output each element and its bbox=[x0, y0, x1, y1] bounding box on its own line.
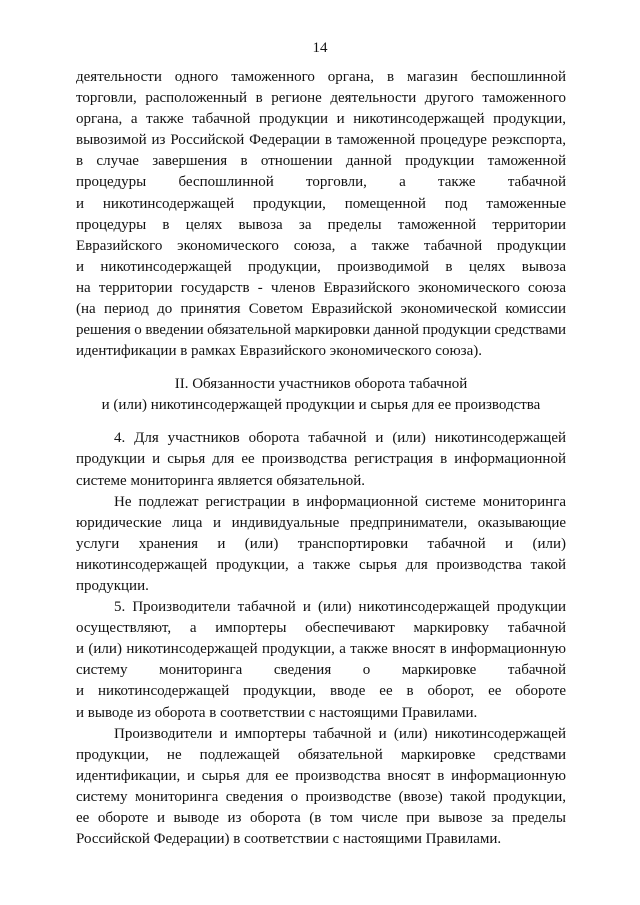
text-line: и никотинсодержащей продукции, вводе ее в оборот, ее обороте bbox=[76, 683, 566, 700]
text-line: решения о введении обязательной маркировки данной продукции средствами bbox=[76, 322, 566, 339]
text-line: 5. Производители табачной и (или) никотинсодержащей продукции bbox=[114, 599, 566, 616]
text-line: Не подлежат регистрации в информационной системе мониторинга bbox=[114, 493, 566, 510]
paragraph-item-4-exception bbox=[76, 492, 566, 597]
text-line: услуги хранения и (или) транспортировки табачной и (или) bbox=[76, 535, 566, 552]
text-line: процедуры в целях вывоза за пределы таможенной территории bbox=[76, 216, 566, 233]
text-line: систему мониторинга сведения о производстве (ввозе) такой продукции, bbox=[76, 788, 566, 805]
text-line: систему мониторинга сведения о маркировке табачной bbox=[76, 662, 566, 679]
text-line: и выводе из оборота в соответствии с настоящими Правилами. bbox=[76, 704, 478, 721]
text-line: Евразийского экономического союза, а также табачной продукции bbox=[76, 237, 566, 254]
text-line: в случае завершения в отношении данной продукции таможенной bbox=[76, 153, 566, 170]
text-line: процедуры беспошлинной торговли, а также табачной bbox=[76, 174, 566, 191]
text-line: (на период до принятия Советом Евразийской экономической комиссии bbox=[76, 301, 566, 318]
text-line: на территории государств - членов Евразийского экономического союза bbox=[76, 279, 566, 296]
section-heading-line: II. Обязанности участников оборота табачной bbox=[174, 376, 468, 393]
text-line: ее обороте и выводе из оборота (в том числе при вывозе за пределы bbox=[76, 810, 566, 826]
paragraph-item-4 bbox=[76, 428, 566, 491]
paragraph-item-5 bbox=[76, 597, 566, 724]
section-heading-line: и (или) никотинсодержащей продукции и сырья для ее производства bbox=[101, 397, 541, 414]
text-line: никотинсодержащей продукции, а также сырья для производства такой bbox=[76, 556, 566, 573]
text-line: продукции. bbox=[76, 577, 149, 594]
paragraph-continuation bbox=[76, 67, 566, 362]
text-line: идентификации в рамках Евразийского экономического союза). bbox=[76, 343, 482, 360]
text-line: системе мониторинга является обязательной. bbox=[76, 472, 366, 489]
text-line: и никотинсодержащей продукции, помещенной под таможенные bbox=[76, 195, 566, 212]
text-line: торговли, расположенный в регионе деятельности другого таможенного bbox=[76, 90, 566, 107]
page-number: 14 bbox=[312, 40, 328, 56]
text-line: вывозимой из Российской Федерации в таможенной процедуре реэкспорта, bbox=[76, 132, 566, 149]
text-line: и никотинсодержащей продукции, производимой в целях вывоза bbox=[76, 258, 566, 275]
paragraph-item-5-continuation bbox=[76, 724, 566, 851]
text-line: юридические лица и индивидуальные предприниматели, оказывающие bbox=[76, 514, 566, 531]
text-line: продукции и сырья для ее производства регистрация в информационной bbox=[76, 451, 566, 468]
text-line: продукции, не подлежащей обязательной маркировке средствами bbox=[76, 746, 566, 763]
text-line: осуществляют, а импортеры обеспечивают маркировку табачной bbox=[76, 620, 566, 637]
section-heading bbox=[76, 374, 566, 416]
text-line: деятельности одного таможенного органа, в магазин беспошлинной bbox=[76, 69, 566, 85]
text-line: идентификации, и сырья для ее производства вносят в информационную bbox=[76, 767, 566, 784]
text-line: органа, а также табачной продукции и никотинсодержащей продукции, bbox=[76, 111, 566, 128]
text-line: Российской Федерации) в соответствии с настоящими Правилами. bbox=[76, 831, 502, 848]
document-body bbox=[76, 67, 566, 850]
text-line: и (или) никотинсодержащей продукции, а также вносят в информационную bbox=[76, 641, 566, 658]
text-line: Производители и импортеры табачной и (или) никотинсодержащей bbox=[114, 725, 566, 742]
text-line: 4. Для участников оборота табачной и (или) никотинсодержащей bbox=[114, 430, 566, 447]
